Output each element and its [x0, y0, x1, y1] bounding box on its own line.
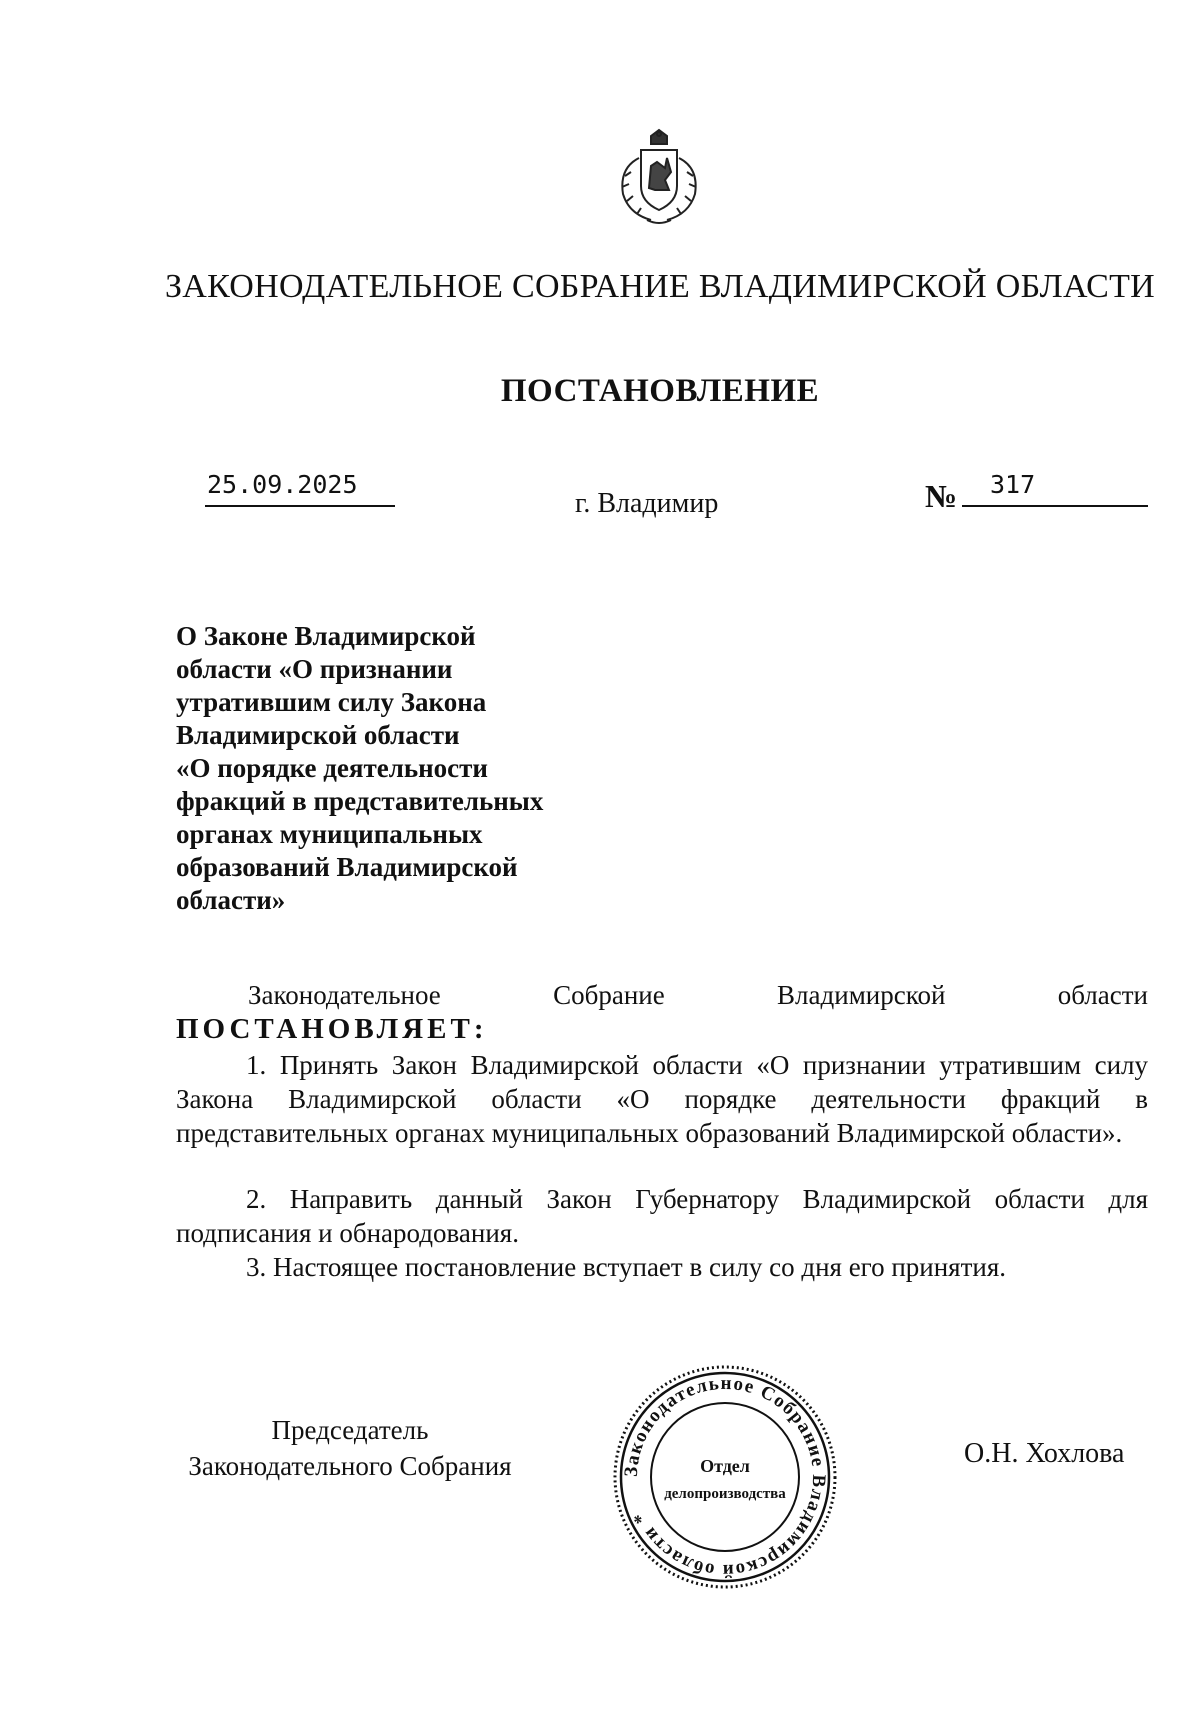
subject-line: образований Владимирской: [176, 852, 518, 882]
document-number: 317: [962, 470, 1148, 507]
subject-line: области «О признании: [176, 654, 453, 684]
seal-center-line: делопроизводства: [664, 1486, 786, 1502]
subject-line: утратившим силу Закона: [176, 687, 487, 717]
preamble-word: Законодательное: [248, 980, 441, 1010]
organization-name: ЗАКОНОДАТЕЛЬНОЕ СОБРАНИЕ ВЛАДИМИРСКОЙ ОБЛАСТИ: [164, 268, 1156, 305]
preamble-word: Собрание: [553, 980, 665, 1010]
subject-line: Владимирской области: [176, 720, 460, 750]
subject-line: О Законе Владимирской: [176, 621, 476, 651]
subject-line: фракций в представительных: [176, 786, 544, 816]
document-date: 25.09.2025: [205, 470, 395, 507]
signatory-title-line: Законодательного Собрания: [188, 1451, 512, 1481]
paragraph-1: 1. Принять Закон Владимирской области «О признании утратившим силу Закона Владимирской области «О порядке деятельности фракций в представительных органах муниципальных образований Владимирской области».: [176, 1050, 1148, 1148]
paragraph-3: 3. Настоящее постановление вступает в силу со дня его принятия.: [246, 1252, 1007, 1282]
preamble-word: Владимирской: [777, 980, 946, 1010]
signatory-title: [170, 1412, 530, 1484]
document-city: г. Владимир: [575, 488, 719, 519]
number-sign: №: [925, 478, 958, 514]
resolves-heading: ПОСТАНОВЛЯЕТ:: [176, 1013, 488, 1045]
paragraph-2: 2. Направить данный Закон Губернатору Владимирской области для подписания и обнародования.: [176, 1184, 1148, 1248]
subject-line: области»: [176, 885, 286, 915]
coat-of-arms-icon: [611, 128, 707, 228]
document-type: ПОСТАНОВЛЕНИЕ: [500, 373, 820, 409]
official-seal: [610, 1362, 840, 1592]
signatory-title-line: Председатель: [271, 1415, 429, 1445]
preamble: [176, 978, 1148, 1046]
subject-line: «О порядке деятельности: [176, 753, 488, 783]
subject-line: органах муниципальных: [176, 819, 483, 849]
svg-text:Законодательное Собрание Влади: [621, 1373, 829, 1581]
seal-ring-text: Законодательное Собрание Владимирской области *: [620, 1372, 830, 1582]
preamble-word: области: [1057, 980, 1148, 1010]
seal-center-line: Отдел: [700, 1456, 750, 1476]
signatory-name: О.Н. Хохлова: [964, 1438, 1125, 1469]
preamble-line: [176, 978, 1148, 1012]
document-subject: [176, 620, 596, 917]
